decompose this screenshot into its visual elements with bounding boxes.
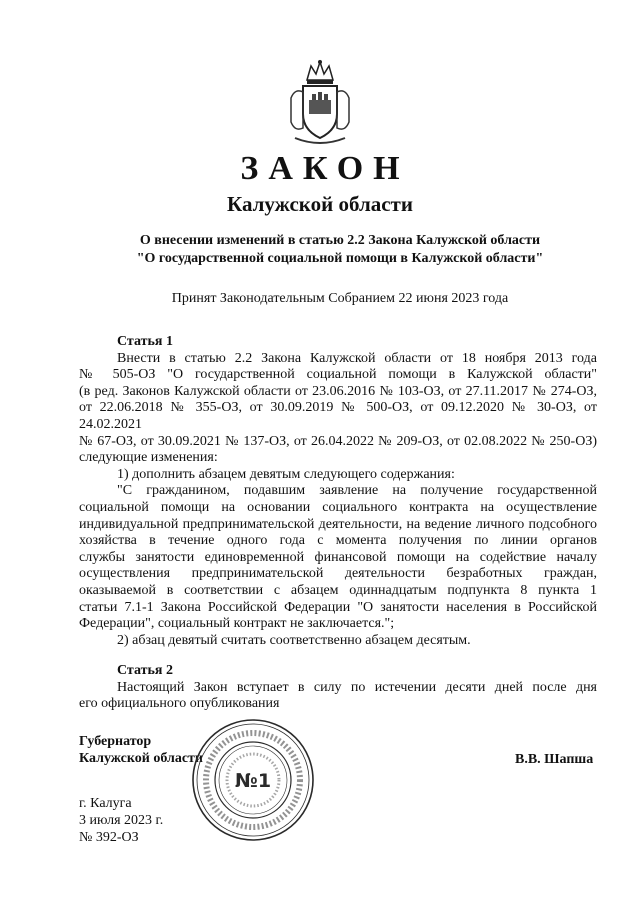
law-body — [79, 334, 597, 713]
article-1-line: следующие изменения: — [79, 450, 218, 466]
article-1-line: № 67-ОЗ, от 30.09.2021 № 137-ОЗ, от 26.04.2022 № 209-ОЗ, от 02.08.2022 № 250-ОЗ) — [79, 433, 597, 449]
seal-number: №1 — [234, 770, 272, 792]
quote-line: индивидуальной предпринимательской деятельности, на ведение личного подсобного — [79, 516, 597, 532]
quote-line: осуществления предпринимательской деятельности безработных граждан, — [79, 566, 597, 582]
coat-of-arms-icon — [285, 58, 355, 148]
article-2-line: Настоящий Закон вступает в силу по истечении десяти дней после дня — [117, 679, 597, 695]
quote-line: оказываемой в соответствии с абзацем одиннадцатым подпункта 8 пункта 1 — [79, 582, 597, 598]
adoption-note: Принят Законодательным Собранием 22 июня 2023 года — [171, 291, 509, 306]
law-number: № 392-ОЗ — [79, 830, 139, 845]
official-seal — [190, 717, 316, 843]
article-1-line: Внести в статью 2.2 Закона Калужской области от 18 ноября 2013 года — [117, 350, 597, 366]
quote-line: статьи 7.1-1 Закона Российской Федерации "О занятости населения в Российской — [79, 599, 597, 615]
quote-line: "С гражданином, подавшим заявление на получение государственной — [117, 483, 597, 499]
signing-date: 3 июля 2023 г. — [79, 813, 164, 828]
subject-line: О внесении изменений в статью 2.2 Закона Калужской области — [139, 233, 541, 248]
article-1-line: № 505-ОЗ "О государственной социальной помощи в Калужской области" — [79, 367, 597, 383]
quote-line: службы занятости единовременной финансовой помощи на содействие началу — [79, 549, 597, 565]
article-1-line: (в ред. Законов Калужской области от 23.06.2016 № 103-ОЗ, от 27.11.2017 № 274-ОЗ, — [79, 383, 597, 399]
city: г. Калуга — [79, 796, 132, 811]
coat-of-arms — [285, 58, 355, 148]
signatory-position — [79, 733, 203, 767]
article-2-heading: Статья 2 — [117, 663, 173, 679]
article-2-line: его официального опубликования — [79, 696, 280, 712]
quote-line: хозяйства в течение одного года с момента получения по линии органов — [79, 533, 597, 549]
seal-stamp-icon — [190, 717, 316, 843]
article-1-item-2: 2) абзац девятый считать соответственно абзацем десятым. — [117, 632, 471, 648]
law-subject — [0, 232, 640, 268]
quote-line: социальной помощи на основании социального контракта на осуществление — [79, 499, 597, 515]
signatory-name: В.В. Шапша — [515, 752, 594, 767]
position-line: Калужской области — [79, 751, 203, 766]
article-1-line: от 22.06.2018 № 355-ОЗ, от 30.09.2019 № 500-ОЗ, от 09.12.2020 № 30-ОЗ, от 24.02.2021 — [79, 400, 597, 432]
quote-line: Федерации", социальный контракт не заключается."; — [79, 616, 395, 632]
position-line: Губернатор — [79, 734, 152, 749]
article-1-heading: Статья 1 — [117, 334, 173, 349]
document-region: Калужской области — [227, 192, 413, 216]
document-title: ЗАКОН — [240, 150, 410, 187]
article-1-item-1: 1) дополнить абзацем девятым следующего содержания: — [117, 466, 455, 482]
place-and-date — [79, 795, 163, 846]
subject-line: "О государственной социальной помощи в Калужской области" — [136, 251, 544, 266]
